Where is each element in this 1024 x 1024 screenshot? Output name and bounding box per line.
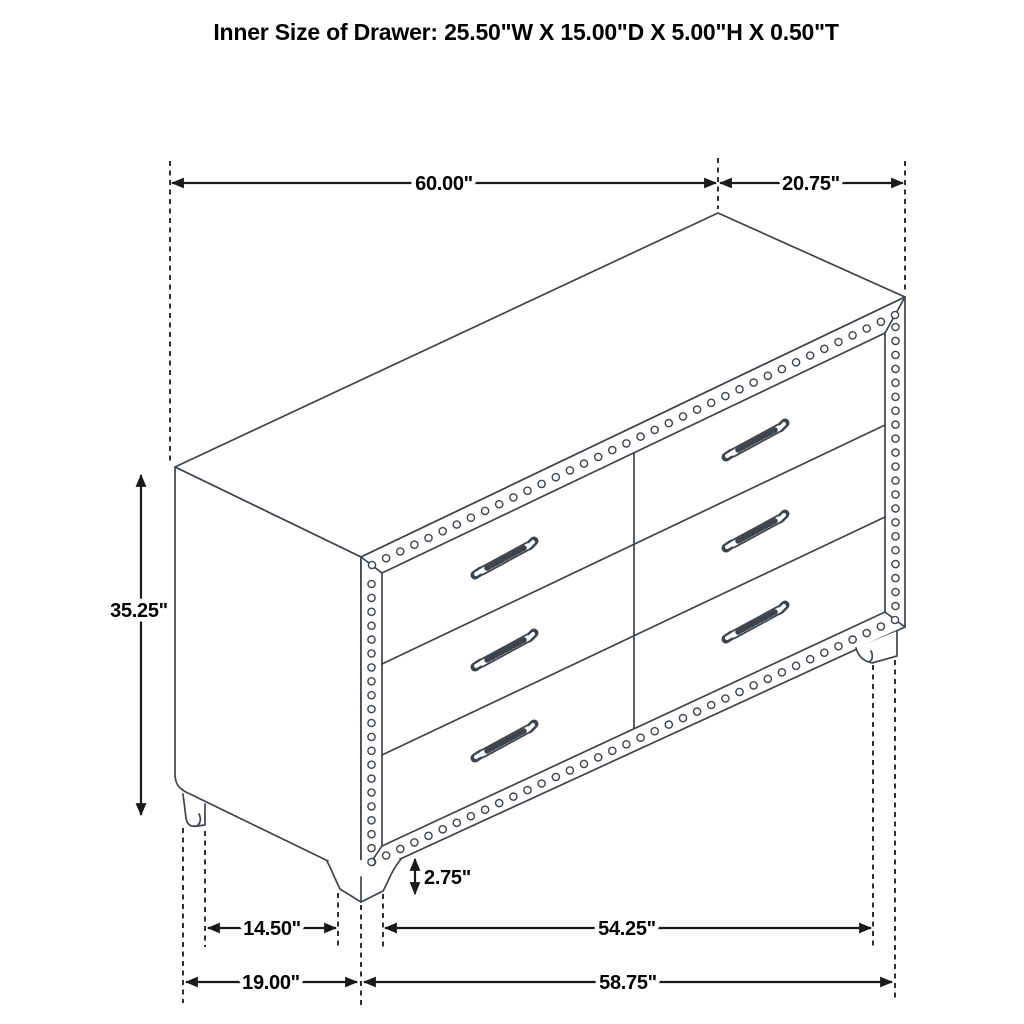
nailhead-stud [411, 541, 418, 548]
nailhead-stud [892, 365, 899, 372]
nailhead-stud [439, 528, 446, 535]
nailhead-stud [609, 747, 616, 754]
nailhead-stud [397, 548, 404, 555]
nailhead-stud [439, 826, 446, 833]
nailhead-stud [467, 813, 474, 820]
label-foot-inset: 14.50" [243, 918, 301, 940]
nailhead-stud [368, 650, 375, 657]
nailhead-stud [877, 318, 884, 325]
dresser-illustration [175, 213, 905, 902]
nailhead-stud [496, 501, 503, 508]
nailhead-stud [609, 447, 616, 454]
nailhead-trim-right [892, 323, 899, 609]
nailhead-stud [368, 622, 375, 629]
nailhead-stud [453, 521, 460, 528]
nailhead-stud [892, 379, 899, 386]
label-front-width: 58.75" [599, 972, 657, 994]
nailhead-stud [482, 806, 489, 813]
nailhead-stud [637, 734, 644, 741]
label-top-width: 60.00" [415, 173, 473, 195]
nailhead-stud [425, 832, 432, 839]
nailhead-stud [595, 453, 602, 460]
label-top-depth: 20.75" [782, 173, 840, 195]
nailhead-stud [453, 819, 460, 826]
nailhead-stud [566, 467, 573, 474]
nailhead-stud [538, 780, 545, 787]
nailhead-stud [467, 514, 474, 521]
nailhead-stud [778, 366, 785, 373]
nailhead-stud [552, 474, 559, 481]
nailhead-stud [368, 678, 375, 685]
nailhead-stud [552, 773, 559, 780]
nailhead-stud [807, 352, 814, 359]
label-foot-height: 2.75" [424, 867, 471, 889]
nailhead-stud [383, 852, 390, 859]
nailhead-stud [694, 708, 701, 715]
nailhead-stud [892, 491, 899, 498]
nailhead-stud [708, 701, 715, 708]
nailhead-stud [368, 789, 375, 796]
nailhead-stud [580, 760, 587, 767]
nailhead-stud [368, 817, 375, 824]
nailhead-stud [368, 845, 375, 852]
nailhead-stud [892, 393, 899, 400]
nailhead-stud [368, 803, 375, 810]
nailhead-stud [538, 480, 545, 487]
nailhead-stud [863, 325, 870, 332]
nailhead-stud [368, 608, 375, 615]
nailhead-stud [510, 494, 517, 501]
nailhead-stud [383, 555, 390, 562]
nailhead-stud [892, 407, 899, 414]
nailhead-stud [722, 695, 729, 702]
nailhead-stud [524, 487, 531, 494]
nailhead-stud [651, 728, 658, 735]
nailhead-stud [892, 463, 899, 470]
nailhead-stud [849, 332, 856, 339]
nailhead-stud [623, 741, 630, 748]
nailhead-stud [892, 351, 899, 358]
nailhead-stud [368, 775, 375, 782]
nailhead-stud [595, 754, 602, 761]
nailhead-stud [891, 311, 898, 318]
nailhead-stud [736, 386, 743, 393]
nailhead-stud [368, 733, 375, 740]
nailhead-stud [496, 800, 503, 807]
nailhead-stud [368, 706, 375, 713]
nailhead-stud [665, 721, 672, 728]
nailhead-stud [821, 345, 828, 352]
nailhead-stud [708, 399, 715, 406]
nailhead-stud [425, 534, 432, 541]
page-title: Inner Size of Drawer: 25.50"W X 15.00"D X 5.00"H X 0.50"T [213, 19, 839, 45]
nailhead-stud [764, 372, 771, 379]
nailhead-stud [892, 519, 899, 526]
nailhead-stud [368, 664, 375, 671]
nailhead-stud [722, 393, 729, 400]
nailhead-stud [863, 630, 870, 637]
nailhead-stud [778, 669, 785, 676]
nailhead-trim-left [368, 580, 375, 865]
nailhead-stud [877, 623, 884, 630]
nailhead-stud [637, 433, 644, 440]
nailhead-stud [411, 839, 418, 846]
nailhead-stud [835, 643, 842, 650]
nailhead-stud [368, 719, 375, 726]
nailhead-stud [482, 507, 489, 514]
nailhead-stud [510, 793, 517, 800]
nailhead-stud [368, 761, 375, 768]
nailhead-stud [665, 420, 672, 427]
nailhead-stud [892, 435, 899, 442]
label-side-span: 19.00" [242, 972, 300, 994]
label-overall-height: 35.25" [110, 600, 168, 622]
nailhead-stud [679, 715, 686, 722]
nailhead-stud [793, 359, 800, 366]
nailhead-stud [368, 858, 375, 865]
nailhead-stud [566, 767, 573, 774]
nailhead-stud [623, 440, 630, 447]
nailhead-stud [892, 337, 899, 344]
nailhead-stud [764, 675, 771, 682]
nailhead-stud [807, 656, 814, 663]
nailhead-stud [892, 602, 899, 609]
nailhead-stud [892, 477, 899, 484]
nailhead-stud [835, 338, 842, 345]
nailhead-stud [524, 787, 531, 794]
nailhead-stud [892, 575, 899, 582]
nailhead-stud [368, 561, 375, 568]
nailhead-stud [891, 616, 898, 623]
nailhead-stud [892, 547, 899, 554]
nailhead-stud [892, 533, 899, 540]
nailhead-stud [892, 323, 899, 330]
nailhead-stud [892, 561, 899, 568]
nailhead-stud [892, 505, 899, 512]
nailhead-stud [368, 831, 375, 838]
nailhead-stud [821, 649, 828, 656]
nailhead-stud [368, 594, 375, 601]
nailhead-stud [892, 449, 899, 456]
nailhead-stud [736, 688, 743, 695]
nailhead-stud [397, 845, 404, 852]
nailhead-stud [368, 692, 375, 699]
nailhead-stud [892, 421, 899, 428]
nailhead-stud [651, 426, 658, 433]
nailhead-stud [368, 580, 375, 587]
nailhead-stud [368, 747, 375, 754]
nailhead-stud [849, 636, 856, 643]
nailhead-stud [750, 379, 757, 386]
label-front-leg-span: 54.25" [598, 918, 656, 940]
nailhead-stud [368, 636, 375, 643]
nailhead-stud [694, 406, 701, 413]
nailhead-stud [679, 413, 686, 420]
nailhead-stud [580, 460, 587, 467]
nailhead-stud [750, 682, 757, 689]
nailhead-stud [793, 662, 800, 669]
nailhead-stud [892, 588, 899, 595]
